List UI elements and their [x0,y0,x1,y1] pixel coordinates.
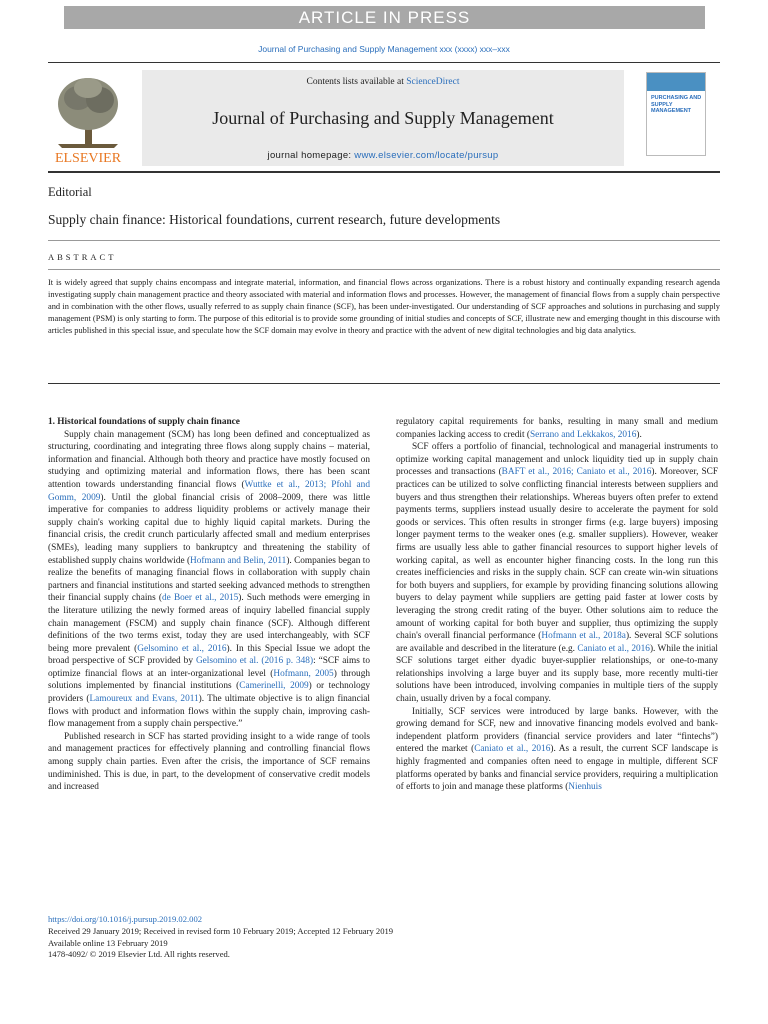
abstract-text: It is widely agreed that supply chains encompass and integrate material, information, and financial flows across organizations. There is a robust history and continually expanding research agenda investigating supply chain management practice and theory associated with material and information flows and processes. However, the management of financial flows from a supply chain perspective and in combination with the other flows, usually referred to as supply chain finance (SCF), has been under-investigated. Our understanding of SCF approaches and solutions in purchasing and supply management (PSM) is only starting to form. The purpose of this editorial is to provide some grounding of initial studies and concepts of SCF, illustrate new and emerging thought in this discourse with articles published in this special issue, and speculate how the SCF domain may evolve in theory and practice with the advent of new digital technologies and big data analytics. [48,278,720,336]
citation-link[interactable]: Wuttke et al., 2013; Pfohl and Gomm, 2009 [48,479,370,503]
citation-link[interactable]: Hofmann and Belin, 2011 [190,555,287,566]
paragraph: Published research in SCF has started providing insight to a wide range of tools and management practices for effectively planning and controlling financial flows among supply chain parties. Even after the crisis, the importance of SCF remains undiminished. This is due, in part, to the development of conservative credit models and increased [48,731,370,793]
citation-link[interactable]: Gelsomino et al., 2016 [137,643,227,654]
abstract-divider [48,269,720,270]
header-divider-bottom [48,171,720,173]
homepage-link[interactable]: www.elsevier.com/locate/pursup [354,150,499,161]
doi-link[interactable]: https://doi.org/10.1016/j.pursup.2019.02.002 [48,914,203,924]
title-divider [48,240,720,241]
paragraph: regulatory capital requirements for banks, resulting in many small and medium companies lacking access to credit (Serrano and Lekkakos, 2016). [396,417,718,440]
header-divider-top [48,62,720,63]
available-online: Available online 13 February 2019 [48,937,168,948]
contents-line [142,77,624,87]
cover-title: PURCHASING AND SUPPLY MANAGEMENT [651,95,702,114]
citation-link[interactable]: Lamoureux and Evans, 2011 [89,694,199,705]
article-type: Editorial [48,185,92,199]
homepage-prefix: journal homepage: [267,150,355,161]
contents-prefix: Contents lists available at [306,77,407,87]
paragraph: Supply chain management (SCM) has long been defined and conceptualized as structuring, coordinating and integrating three flows along supply chains – material, information and financial. Although both theory and practice have mostly focused on studying and optimizing material and information flows, there has been scant attention towards understanding financial flows (Wuttke et al., 2013; Pfohl and Gomm, 2009). Until the global financial crisis of 2008–2009, there was little imperative for companies to address liquidity problems or actively manage their supply chain's working capital due to highly liquid capital markets. During the financial crisis, the credit crunch particularly affected small and medium enterprises (SMEs), leading many suppliers to bankruptcy and threatening the stability of established supply chains worldwide (Hofmann and Belin, 2011). Companies began to realize the benefits of managing financial flows in collaboration with supply chain partners and financial institutions and started seeking advanced methods to strengthen their financial supply chains (de Boer et al., 2015). Such methods were emerging in the literature utilizing the newly formed areas of inquiry labelled financial supply chain management (FSCM) and supply chain finance (SCF). Although different definitions of the two terms exist, today they are used interchangeably, with SCF being more prevalent (Gelsomino et al., 2016). In this Special Issue we adopt the broad perspective of SCF provided by Gelsomino et al. (2016 p. 348): “SCF aims to optimize financial flows at an inter-organizational level (Hofmann, 2005) through solutions implemented by financial institutions (Camerinelli, 2009) or technology providers (Lamoureux and Evans, 2011). The ultimate objective is to align financial flows with product and information flows within the supply chain, improving cash-flow management from a supply chain perspective.” [48,429,371,730]
citation-link[interactable]: de Boer et al., 2015 [161,593,239,604]
journal-homepage [142,150,624,161]
body-column-right [396,416,718,794]
citation-link[interactable]: Hofmann et al., 2018a [541,631,626,642]
citation-link[interactable]: Caniato et al., 2016 [577,643,650,654]
citation-link[interactable]: Caniato et al., 2016 [474,744,551,755]
journal-title: Journal of Purchasing and Supply Management [212,108,554,128]
journal-cover-thumbnail[interactable] [646,72,706,156]
paragraph: Initially, SCF services were introduced by large banks. However, with the growing demand for SCF, new and innovative financing models evolved and bank-independent platform providers (financial service providers and later “fintechs”) entered the market (Caniato et al., 2016). As a result, the current SCF landscape is highly fragmented and companies often need to engage in multiple, different SCF platforms operated by banks and financial service providers, requiring a multiplication of efforts to join and manage these platforms (Nienhuis [396,706,718,793]
body-column-left [48,416,370,794]
journal-reference-link[interactable]: Journal of Purchasing and Supply Management xxx (xxxx) xxx–xxx [258,44,510,54]
abstract-heading: ABSTRACT [48,252,117,262]
cover-stripe [647,73,705,91]
citation-link[interactable]: Serrano and Lekkakos, 2016 [529,429,637,440]
elsevier-tree-icon [48,70,128,166]
journal-header-box [142,70,624,166]
elsevier-logo [48,70,128,166]
copyright-notice: 1478-4092/ © 2019 Elsevier Ltd. All rights reserved. [48,949,230,960]
section-heading: 1. Historical foundations of supply chain finance [48,417,240,427]
citation-link[interactable]: Nienhuis [568,782,602,793]
citation-link[interactable]: Camerinelli, 2009 [239,681,309,692]
citation-link[interactable]: Hofmann, 2005 [273,668,334,679]
abstract-end-divider [48,383,720,384]
article-title: Supply chain finance: Historical foundations, current research, future developments [48,212,501,227]
sciencedirect-link[interactable]: ScienceDirect [406,77,460,87]
citation-link[interactable]: BAFT et al., 2016; Caniato et al., 2016 [501,467,652,478]
received-dates: Received 29 January 2019; Received in revised form 10 February 2019; Accepted 12 February 2019 [48,925,394,936]
citation-link[interactable]: Gelsomino et al. (2016 p. 348) [195,656,314,667]
article-footer [48,914,720,961]
paragraph: SCF offers a portfolio of financial, technological and managerial instruments to optimize working capital management and unlock liquidity tied up in supply chain processes and transactions (BAFT et al., 2016; Caniato et al., 2016). Moreover, SCF practices can be utilized to solve conflicting financial interests between suppliers and buyers and thus strengthen their relationships. Whereas buyers often prefer to extend payments terms, suppliers instead usually desire to accelerate the payment for sold goods or services. This often results in stronger firms (e.g. large buyers) imposing longer payment terms to the weaker ones (e.g. smaller suppliers). However, weaker firms are usually less able to gather financial resources to support higher levels of working capital, as well as encounter higher financing costs. In the long run this creates inefficiencies and risks in the supply chain. SCF can create win-win situations for both buyers and suppliers, for example by providing financing solutions allowing buyers to delay payment while suppliers are getting paid faster at lower costs by leveraging the strong credit rating of the buyer. Other solutions aim to reduce the amount of working capital for both buyer and supplier, thus optimizing the supply chain's overall financial performance (Hofmann et al., 2018a). Several SCF solutions are available and described in the literature (e.g. Caniato et al., 2016). While the initial SCF solutions target either dyadic buyer-supplier relationships, or one-to-many relationships involving a large buyer and its supply base, more recently multi-tier solutions have been introduced, involving companies in multiple tiers of the supply chain, usually driven by a focal company. [396,442,719,705]
publisher-name: ELSEVIER [54,151,122,166]
article-in-press-banner: ARTICLE IN PRESS [64,6,705,29]
